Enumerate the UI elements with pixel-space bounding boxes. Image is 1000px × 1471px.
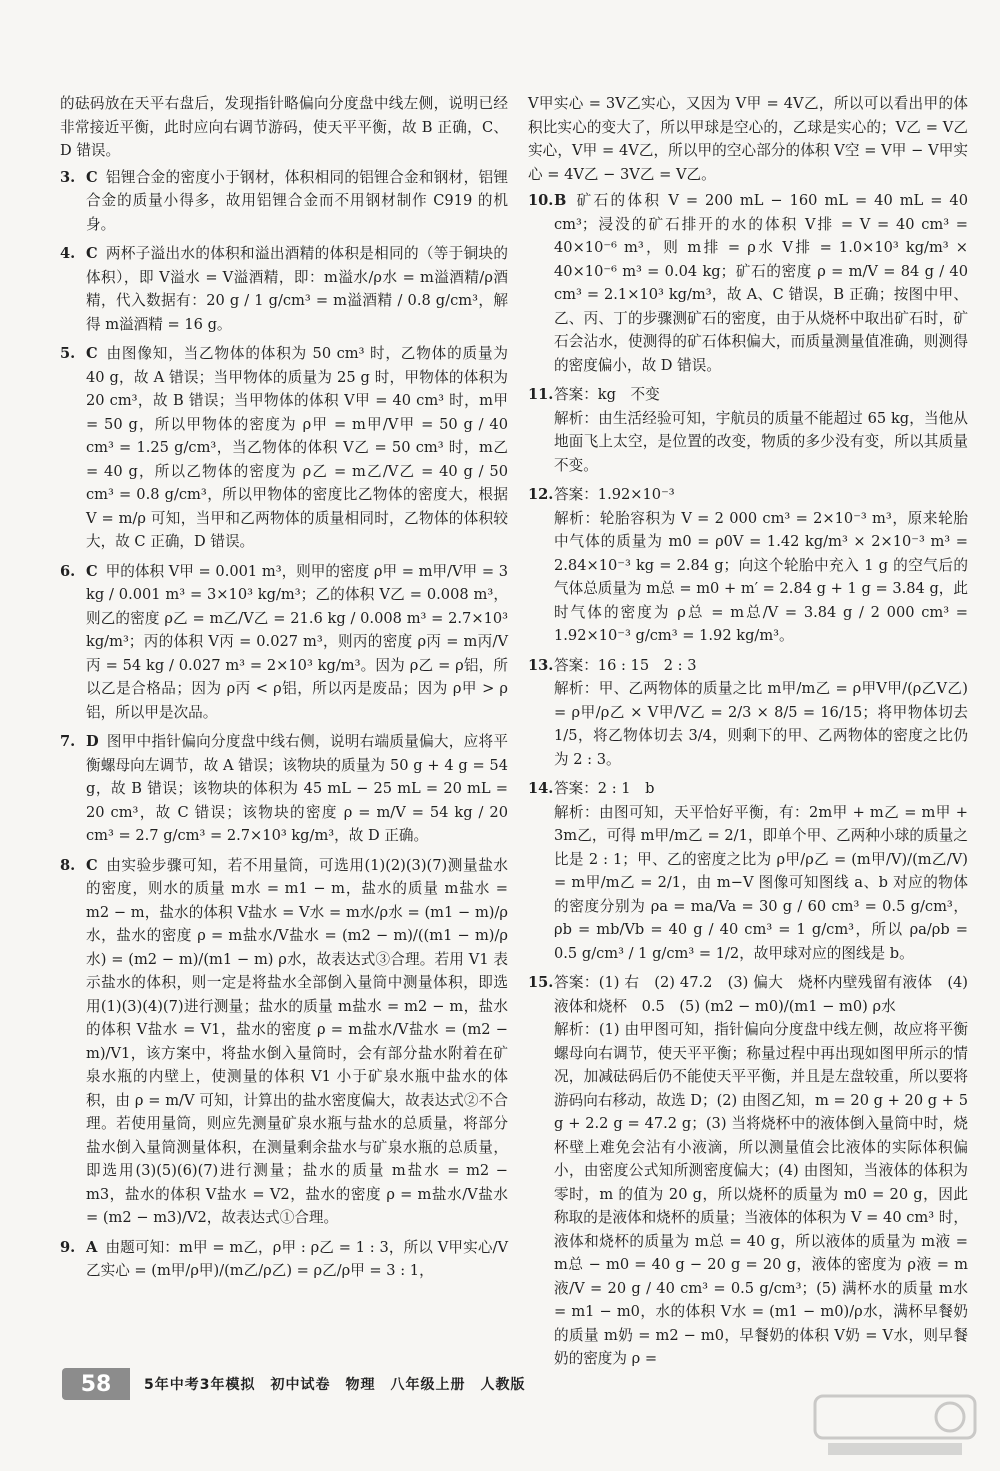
question-10: [528, 189, 968, 377]
answer-letter: C: [86, 856, 98, 874]
question-13: [528, 654, 968, 772]
explanation: 解析：甲、乙两物体的质量之比 m甲/m乙 = ρ甲V甲/(ρ乙V乙) = ρ甲/ρ乙 × V甲/V乙 = 2/3 × 8/5 = 16/15；将甲物体切去 1/5，将乙物体切去 3/4，则剩下的甲、乙两物体的密度之比仍为 2 : 3。: [554, 680, 968, 768]
answer-letter: C: [86, 345, 98, 362]
explanation: 由实验步骤可知，若不用量筒，可选用(1)(2)(3)(7)测量盐水的密度，则水的质量 m水 = m1 − m，盐水的质量 m盐水 = m2 − m，盐水的体积 V盐水 = V水 = m水/ρ水 = (m1 − m)/ρ水，盐水的密度 ρ = m盐水/V盐水 = (m2 − m)/((m1 − m)/ρ水) = (m2 − m)/(m1 − m) ρ水，故表达式③合理。若用 V1 表示盐水的体积，则一定是将盐水全部倒入量筒中测量体积，即选用(1)(3)(4)(7)进行测量；盐水的质量 m盐水 = m2 − m，盐水的体积 V盐水 = V1，盐水的密度 ρ = m盐水/V盐水 = (m2 − m)/V1，该方案中，将盐水倒入量筒时，会有部分盐水附着在矿泉水瓶的内壁上，使测量的体积 V1 小于矿泉水瓶中盐水的体积，由 ρ = m/V 可知，计算出的盐水密度偏大，故表达式②不合理。若使用量筒，则应先测量矿泉水瓶与盐水的总质量，将部分盐水倒入量筒测量体积，在测量剩余盐水与矿泉水瓶的总质量，即选用(3)(5)(6)(7)进行测量；盐水的质量 m盐水 = m2 − m3，盐水的体积 V盐水 = V2，盐水的密度 ρ = m盐水/V盐水 = (m2 − m3)/V2，故表达式①合理。: [86, 856, 508, 1226]
question-3: [60, 166, 508, 237]
question-number: 5.: [60, 345, 76, 362]
answer-line: 答案：2 : 1 b: [554, 780, 655, 797]
answer-letter: C: [86, 245, 98, 262]
question-15: [528, 971, 968, 1371]
page-footer: [62, 1368, 582, 1400]
question-number: 6.: [60, 562, 76, 580]
left-column: [60, 92, 508, 1289]
paragraph-continuation: V甲实心 = 3V乙实心，又因为 V甲 = 4V乙，所以可以看出甲的体积比实心的变大了，所以甲球是空心的，乙球是实心的；V乙 = V乙实心，V甲 = 4V乙，所以甲的空心部分的体积 V空 = V甲 − V甲实心 = 4V乙 − 3V乙 = V乙。: [528, 95, 968, 183]
right-column: [528, 92, 968, 1377]
question-number: 8.: [60, 856, 76, 874]
question-number: 13.: [528, 656, 554, 674]
question-number: 10.: [528, 192, 554, 209]
explanation: 甲的体积 V甲 = 0.001 m³，则甲的密度 ρ甲 = m甲/V甲 = 3 kg / 0.001 m³ = 3×10³ kg/m³；乙的体积 V乙 = 0.008 m³，则乙的密度 ρ乙 = m乙/V乙 = 21.6 kg / 0.008 m³ = 2.7×10³ kg/m³；丙的体积 V丙 = 0.027 m³，则丙的密度 ρ丙 = m丙/V丙 = 54 kg / 0.027 m³ = 2×10³ kg/m³。因为 ρ乙 = ρ铝，所以乙是合格品；因为 ρ丙 < ρ铝，所以丙是废品；因为 ρ甲 > ρ铝，所以甲是次品。: [86, 562, 508, 721]
answer-letter: D: [86, 733, 99, 750]
explanation: 铝锂合金的密度小于钢材，体积相同的铝锂合金和钢材，铝锂合金的质量小得多，故用铝锂合金而不用钢材制作 C919 的机身。: [86, 168, 508, 233]
question-number: 4.: [60, 245, 76, 262]
explanation: 两杯子溢出水的体积和溢出酒精的体积是相同的（等于铜块的体积），即 V溢水 = V溢酒精，即：m溢水/ρ水 = m溢酒精/ρ酒精，代入数据有：20 g / 1 g/cm³ = m溢酒精 / 0.8 g/cm³，解得 m溢酒精 = 16 g。: [86, 245, 508, 333]
explanation: 由图像知，当乙物体的体积为 50 cm³ 时，乙物体的质量为 40 g，故 A 错误；当甲物体的质量为 25 g 时，甲物体的体积为 20 cm³，故 B 错误；当甲物体的体积 V甲 = 40 cm³ 时，m甲 = 50 g，所以甲物体的密度为 ρ甲 = m甲/V甲 = 50 g / 40 cm³ = 1.25 g/cm³，当乙物体的体积 V乙 = 50 cm³ 时，m乙 = 40 g，所以乙物体的密度为 ρ乙 = m乙/V乙 = 40 g / 50 cm³ = 0.8 g/cm³，所以甲物体的密度比乙物体的密度大，根据 V = m/ρ 可知，当甲和乙两物体的质量相同时，乙物体的体积较大，故 C 正确，D 错误。: [86, 345, 508, 550]
question-number: 14.: [528, 780, 554, 797]
explanation: 由题可知：m甲 = m乙，ρ甲 : ρ乙 = 1 : 3，所以 V甲实心/V乙实心 = (m甲/ρ甲)/(m乙/ρ乙) = ρ乙/ρ甲 = 3 : 1，: [86, 1238, 508, 1279]
explanation: 解析：(1) 由甲图可知，指针偏向分度盘中线左侧，故应将平衡螺母向右调节，使天平平衡；称量过程中再出现如图甲所示的情况，加减砝码后仍不能使天平平衡，并且是左盘较重，所以要将游码向右移动，故选 D；(2) 由图乙知，m = 20 g + 20 g + 5 g + 2.2 g = 47.2 g；(3) 当将烧杯中的液体倒入量筒中时，烧杯壁上难免会沾有小液滴，所以测量值会比液体的实际体积偏小，由密度公式知所测密度偏大；(4) 由图知，当液体的体积为零时，m 的值为 20 g，所以烧杯的质量为 m0 = 20 g，因此称取的是液体和烧杯的质量；当液体的体积为 V = 40 cm³ 时，液体和烧杯的质量为 m总 = 40 g，所以液体的质量为 m液 = m总 − m0 = 40 g − 20 g = 20 g，液体的密度为 ρ液 = m液/V = 20 g / 40 cm³ = 0.5 g/cm³；(5) 满杯水的质量 m水 = m1 − m0，水的体积 V水 = (m1 − m0)/ρ水，满杯早餐奶的质量 m奶 = m2 − m0，早餐奶的体积 V奶 = V水，则早餐奶的密度为 ρ =: [554, 1021, 968, 1367]
question-number: 3.: [60, 168, 76, 186]
explanation: 矿石的体积 V = 200 mL − 160 mL = 40 mL = 40 cm³；浸没的矿石排开的水的体积 V排 = V = 40 cm³ = 40×10⁻⁶ m³，则 m排 = ρ水 V排 = 1.0×10³ kg/m³ × 40×10⁻⁶ m³ = 0.04 kg；矿石的密度 ρ = m/V = 84 g / 40 cm³ = 2.1×10³ kg/m³，故 A、C 错误，B 正确；按图中甲、乙、丙、丁的步骤测矿石的密度，由于从烧杯中取出矿石时，矿石会沾水，使测得的矿石体积偏大，而质量测量值准确，则测得的密度偏小，故 D 错误。: [554, 192, 968, 374]
question-8: [60, 854, 508, 1230]
explanation: 解析：由生活经验可知，宇航员的质量不能超过 65 kg，当他从地面飞上太空，是位置的改变，物质的多少没有变，所以其质量不变。: [554, 409, 968, 474]
question-7: [60, 730, 508, 848]
answer-line: 答案：16 : 15 2 : 3: [554, 656, 697, 674]
question-11: [528, 383, 968, 477]
paragraph-continuation: 的砝码放在天平右盘后，发现指针略偏向分度盘中线左侧，说明已经非常接近平衡，此时应向右调节游码，使天平平衡，故 B 正确，C、D 错误。: [60, 95, 508, 159]
watermark-logo-icon: [810, 1391, 980, 1461]
book-series-title: 5年中考3年模拟 初中试卷 物理 八年级上册 人教版: [144, 1377, 526, 1393]
answer-line: 答案：1.92×10⁻³: [554, 486, 675, 503]
answer-letter: C: [86, 562, 98, 580]
answer-letter: A: [86, 1238, 98, 1256]
explanation: 解析：轮胎容积为 V = 2 000 cm³ = 2×10⁻³ m³，原来轮胎中气体的质量为 m0 = ρ0V = 1.42 kg/m³ × 2×10⁻³ m³ = 2.84×10⁻³ kg = 2.84 g；向这个轮胎中充入 1 g 的空气后的气体总质量为 m总 = m0 + m′ = 2.84 g + 1 g = 3.84 g，此时气体的密度为 ρ总 = m总/V = 3.84 g / 2 000 cm³ = 1.92×10⁻³ g/cm³ = 1.92 kg/m³。: [554, 509, 968, 644]
question-4: [60, 242, 508, 336]
question-9: [60, 1236, 508, 1283]
question-12: [528, 483, 968, 648]
question-5: [60, 342, 508, 554]
answer-letter: C: [86, 168, 98, 186]
explanation: 解析：由图可知，天平恰好平衡，有：2m甲 + m乙 = m甲 + 3m乙，可得 m甲/m乙 = 2/1，即单个甲、乙两种小球的质量之比是 2 : 1；甲、乙的密度之比为 ρ甲/ρ乙 = (m甲/V)/(m乙/V) = m甲/m乙 = 2/1，由 m−V 图像可知图线 a、b 对应的物体的密度分别为 ρa = ma/Va = 30 g / 60 cm³ = 0.5 g/cm³，ρb = mb/Vb = 40 g / 40 cm³ = 1 g/cm³，所以 ρa/ρb = 0.5 g/cm³ / 1 g/cm³ = 1/2，故甲球对应的图线是 b。: [554, 803, 968, 962]
page-number: 58: [62, 1368, 130, 1400]
question-6: [60, 560, 508, 725]
question-number: 7.: [60, 733, 76, 750]
question-number: 12.: [528, 486, 554, 503]
answer-line: 答案：kg 不变: [554, 386, 660, 403]
question-14: [528, 777, 968, 965]
question-number: 9.: [60, 1238, 76, 1256]
answer-letter: B: [554, 192, 567, 209]
explanation: 图甲中指针偏向分度盘中线右侧，说明右端质量偏大，应将平衡螺母向左调节，故 A 错误；该物块的质量为 50 g + 4 g = 54 g，故 B 错误；该物块的体积为 45 mL − 25 mL = 20 mL = 20 cm³，故 C 错误；该物块的密度 ρ = m/V = 54 kg / 20 cm³ = 2.7 g/cm³ = 2.7×10³ kg/m³，故 D 正确。: [86, 733, 508, 844]
answer-line: 答案：(1) 右 (2) 47.2 (3) 偏大 烧杯内壁残留有液体 (4) 液体和烧杯 0.5 (5) (m2 − m0)/(m1 − m0) ρ水: [554, 974, 968, 1015]
question-number: 11.: [528, 386, 554, 403]
question-number: 15.: [528, 974, 554, 991]
